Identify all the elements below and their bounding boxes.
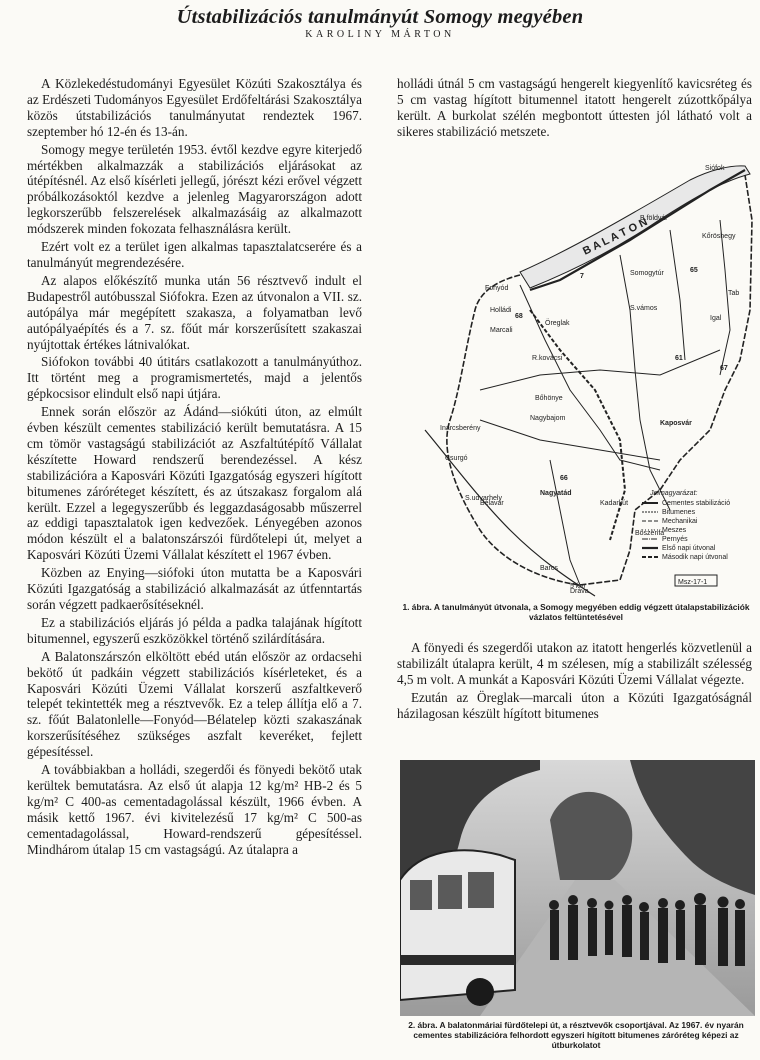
road-number: 7 (580, 273, 584, 280)
legend-title: Jelmagyarázat: (650, 490, 698, 497)
road (670, 230, 685, 360)
lake-label: B A L A T O N (581, 216, 650, 258)
place-label: Bőszénfa (635, 530, 665, 537)
road (480, 420, 660, 460)
place-label: Inarcsberény (440, 425, 481, 432)
place-label: R.kovácsi (532, 355, 563, 362)
legend-item: Bitumenes (662, 509, 696, 516)
paragraph: Az alapos előkészítő munka után 56 résztvevő indult el Budapestről autóbusszal Siófokra. Ezen az útvonalon a VII. sz. autópálya már megépített szakasza, a folyamatban levő autópályaépítés és a 7. sz. főút már korszerűsített szakaszai nyújtottak értékes látnivalókat. (27, 272, 362, 352)
paragraph: Ezért volt ez a terület igen alkalmas tapasztalatcserére és a tanulmányút megrendezésére. (27, 239, 362, 270)
figure-1-caption: 1. ábra. A tanulmányút útvonala, a Somogy megyében eddig végzett útalapstabilizációk vázlatos feltüntetésével (402, 602, 750, 622)
road (520, 285, 660, 470)
place-label: Fonyód (485, 285, 509, 292)
paragraph: Ennek során először az Ádánd—siókúti úton, az elmúlt évben készült cementes stabilizáció került bemutatásra. A 15 cm tömör vastagságú stabilizációt az Aszfaltútépítő Vállalat készítette Howard rendszerű berendezéssel. A kész stabilizációra a Kaposvári Közúti Igazgatóság egyszeri hígított bitumenes záróréteget készített, és az útszakasz forgalom alá került. Ezzel a legegyszerűbb és leggazdaságosabb műszerrel az eddigi tapasztalatok igen kedvezőek. Lényegében azonos módon készült el a balatonszárszói fürdőtelepi út, melyet a Kaposvári Közúti Üzemi Vállalat készített el 1967 évben. (27, 404, 362, 563)
place-label: Kőröshegy (702, 233, 736, 240)
article-title: Útstabilizációs tanulmányút Somogy megyében (176, 6, 584, 28)
route-map (420, 160, 755, 598)
left-column (27, 76, 362, 860)
right-column-middle (397, 640, 752, 724)
figure-2-photo (400, 760, 755, 1016)
road (480, 350, 720, 390)
place-label: Holládi (490, 307, 512, 314)
paragraph: A fönyedi és szegerdői utakon az itatott hengerlés közvetlenül a stabilizált útalapra került, 4 m szélesen, míg a stabilizált szélesség 4,5 m volt. A munkát a Kaposvári Közúti Üzemi Vállalat végezte. (397, 640, 752, 687)
road-number: 65 (690, 267, 698, 274)
legend-item: Első napi útvonal (662, 545, 716, 552)
paragraph: A Közlekedéstudományi Egyesület Közúti Szakosztálya és az Erdészeti Tudományos Egyesület Erdőfeltárási Szakosztálya közös útstabilizációs tanulmányutat rendeztek 1967. szeptember hó 12-én és 13-án. (27, 76, 362, 139)
road (720, 220, 730, 375)
paragraph: holládi útnál 5 cm vastagságú hengerelt kiegyenlítő kavicsréteg és 5 cm vastag hígított bitumennel itatott hengerelt zúzottkőpálya került. A burkolat szélén megbontott úttesten jól látható volt a sikeres stabilizáció metszete. (397, 76, 752, 139)
article-author: KAROLINY MÁRTON (305, 29, 455, 40)
legend-item: Cementes stabilizáció (662, 500, 731, 507)
road (620, 255, 640, 420)
paragraph: A Balatonszárszón elköltött ebéd után először az ordacsehi bekötő út padkáin végzett stabilizációs kísérleteket, és a Kaposvári Közúti Üzemi Vállalat korszerű aszfaltkeverő telepét tekintették meg a résztvevők. Ez a telep állítja elő a 7. sz. főút Balatonlelle—Fonyód—Bélatelep közti szakaszának korszerűsítéséhez szükséges aszfalt keveréket, fejlett gépesítéssel. (27, 648, 362, 760)
right-column-top (397, 76, 752, 142)
place-label: Csurgó (445, 455, 468, 462)
road-number: 66 (560, 475, 568, 482)
paragraph: A továbbiakban a holládi, szegerdői és fönyedi bekötő utak kerültek bemutatásra. Az első út alapja 12 kg/m² HB-2 és 5 kg/m² C 400-as cementadagolással készült, 1966 évben. A másik kettő 1967. évi kivitelezésű 17 kg/m² C 500-as cementadagolással, Howard-rendszerű gépesítéssel. Mindhárom útalap 15 cm vastagságú. Az útalapra a (27, 762, 362, 857)
place-label: Barcs (540, 565, 558, 572)
place-label: Siófok (705, 165, 725, 172)
paragraph: Ezután az Öreglak—marcali úton a Közúti Igazgatóságnál házilagosan készült hígított bitumenes (397, 689, 752, 721)
trees (550, 792, 632, 880)
place-label: Somogytúr (630, 270, 664, 277)
place-label: B.földvár (640, 215, 668, 222)
place-label: Kadarkút (600, 500, 629, 507)
place-label: Kaposvár (660, 420, 692, 427)
river-label: Dráva (570, 588, 589, 595)
legend-item: Mechanikai (662, 518, 698, 525)
road-number: 67 (720, 365, 728, 372)
paragraph: Ez a stabilizációs eljárás jó példa a padka talajának hígított bitumennel, egyszerű eszközökkel történő szilárdítására. (27, 614, 362, 646)
map-scale: 5 km (570, 583, 586, 590)
road-number: 68 (515, 313, 523, 320)
place-label: Bélavár (480, 500, 504, 507)
map-legend (642, 490, 730, 561)
place-label: S.vámos (630, 305, 658, 312)
paragraph: Közben az Enying—siófoki úton mutatta be a Kaposvári Közúti Igazgatóság a stabilizáció alkalmazását az útfenntartás során végzett padkaerősítéseknél. (27, 565, 362, 612)
paragraph: Siófokon további 40 útitárs csatlakozott a tanulmányúthoz. Itt történt meg a programismertetés, majd a jelentős gépkocsisor elindult első napi útjára. (27, 354, 362, 402)
legend-item: Második napi útvonal (662, 554, 728, 561)
figure-2-caption: 2. ábra. A balatonmáriai fürdőtelepi út, a résztvevők csoportjával. Az 1967. év nyarán cementes stabilizációra felhordott egyszeri hígított bitumenes záróréteg képezi az útburkolatot (408, 1020, 744, 1050)
road-number: 61 (675, 355, 683, 362)
legend-item: Meszes (662, 527, 687, 534)
place-label: S.udvarhely (465, 495, 502, 502)
place-label: Tab (728, 290, 740, 297)
place-label: Bőhönye (535, 395, 563, 402)
map-code: Msz-17-1 (678, 579, 708, 586)
place-label: Igal (710, 315, 722, 322)
bus (400, 850, 515, 1006)
paragraph: Somogy megye területén 1953. évtől kezdve egyre kiterjedő mértékben alkalmazzák a stabilizációs eljárásokat az útépítésnél. Az első kísérleti jellegű, jórészt kézi erővel végzett próbálkozásoktól kezdve a jelenleg Magyarországon adott legkorszerűbb felszerelések alkalmazásáig az alkalmazott módszerek minden fokozata felhasználásra került. (27, 141, 362, 237)
place-label: Marcali (490, 327, 513, 334)
place-label: Nagyatád (540, 490, 572, 497)
place-label: Öreglak (545, 320, 570, 327)
legend-item: Pernyés (662, 536, 688, 543)
place-label: Nagybajom (530, 415, 566, 422)
